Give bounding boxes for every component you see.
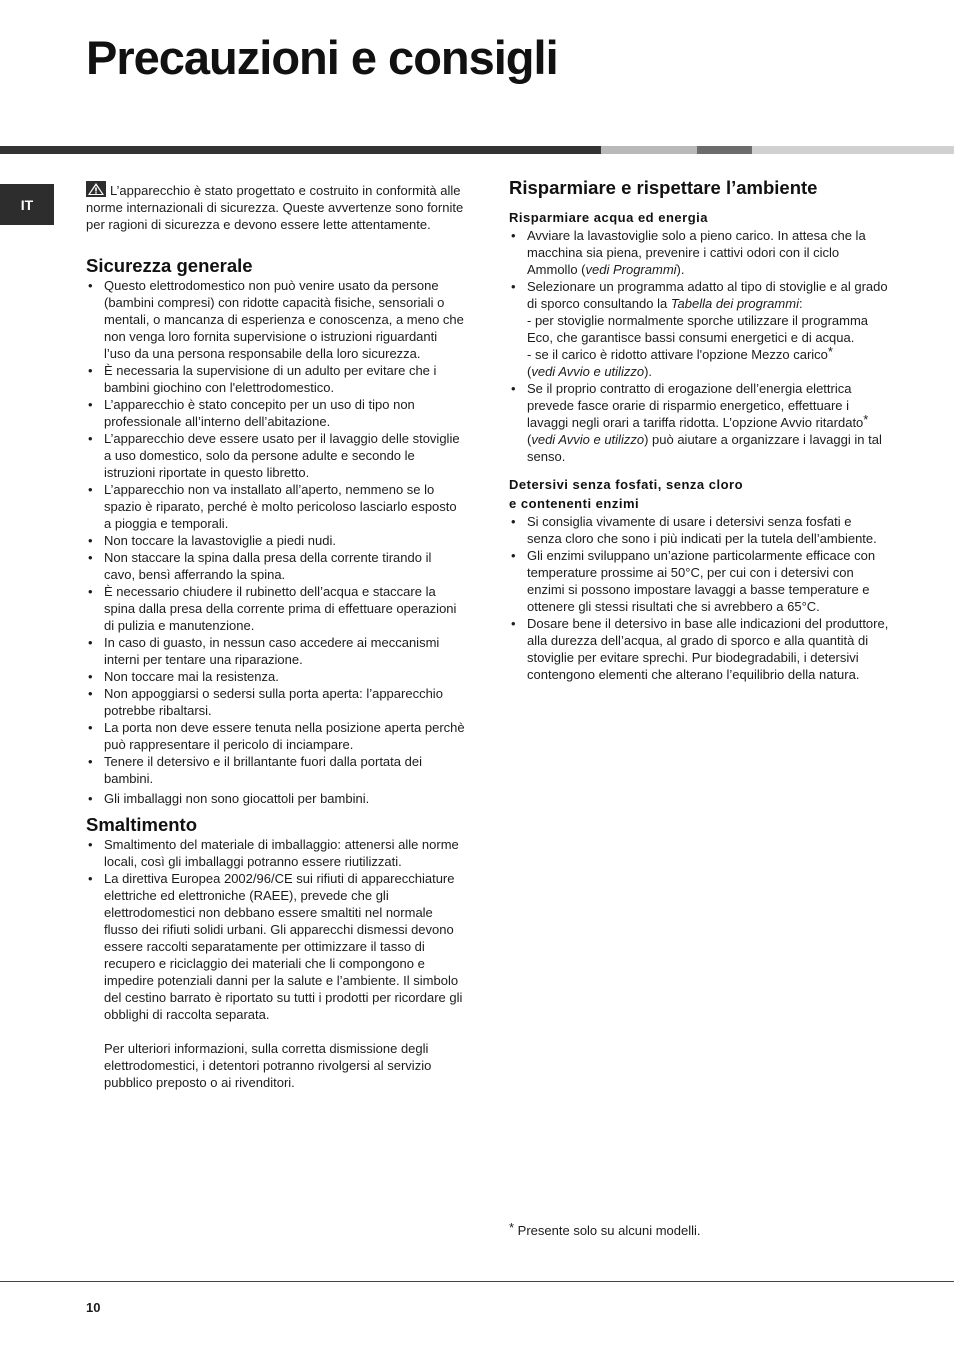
list-item: • L’apparecchio è stato concepito per un uso di tipo non professionale all’interno dell’abitazione.	[86, 396, 466, 430]
water-energy-list	[509, 227, 889, 465]
header-rule-mid	[697, 146, 752, 154]
warning-triangle-icon	[86, 181, 106, 197]
list-item: • Smaltimento del materiale di imballaggio: attenersi alle norme locali, così gli imballaggi potranno essere riutilizzati.	[86, 836, 466, 870]
cross-reference: vedi Programmi	[585, 262, 677, 277]
list-item: • Selezionare un programma adatto al tipo di stoviglie e al grado di sporco consultando la Tabella dei programmi: - per stoviglie normalmente sporche utilizzare il programma Eco, che garantisce bassi consumi energetici e di acqua. - se il carico è ridotto attivare l'opzione Mezzo carico* (vedi Avvio e utilizzo).	[509, 278, 889, 380]
disposal-list	[86, 836, 466, 1023]
list-item: • Gli imballaggi non sono giocattoli per bambini.	[86, 790, 466, 807]
intro-text: L’apparecchio è stato progettato e costruito in conformità alle norme internazionali di sicurezza. Queste avvertenze sono fornite per ragioni di sicurezza e devono essere lette attentamente.	[86, 183, 464, 232]
list-item: • La direttiva Europea 2002/96/CE sui rifiuti di apparecchiature elettriche ed elettroniche (RAEE), prevede che gli elettrodomestici non debbano essere smaltiti nel normale flusso dei rifiuti solidi urbani. Gli apparecchi dismessi devono essere raccolti separatamente per ottimizzare il tasso di recupero e riciclaggio dei materiali che li compongono e impedire potenziali danni per la salute e l’ambiente. Il simbolo del cestino barrato è riportato su tutti i prodotti per ricordare gli obblighi di raccolta separata.	[86, 870, 466, 1023]
right-column	[509, 177, 889, 683]
list-item: • Non toccare mai la resistenza.	[86, 668, 466, 685]
list-item: • È necessario chiudere il rubinetto dell’acqua e staccare la spina dalla presa della corrente prima di effettuare operazioni di pulizia e manutenzione.	[86, 583, 466, 634]
list-item: • Non appoggiarsi o sedersi sulla porta aperta: l’apparecchio potrebbe ribaltarsi.	[86, 685, 466, 719]
list-item: • L’apparecchio deve essere usato per il lavaggio delle stoviglie a uso domestico, solo da persone adulte e secondo le istruzioni riportate in questo libretto.	[86, 430, 466, 481]
list-item: • Questo elettrodomestico non può venire usato da persone (bambini compresi) con ridotte capacità fisiche, sensoriali o mentali, o mancanza di esperienza e conoscenza, a meno che non venga loro fornita supervisione o istruzioni riguardanti l’uso da una persona responsabile della loro sicurezza.	[86, 277, 466, 362]
list-item: • Avviare la lavastoviglie solo a pieno carico. In attesa che la macchina sia piena, prevenire i cattivi odori con il ciclo Ammollo (vedi Programmi).	[509, 227, 889, 278]
detergents-heading: Detersivi senza fosfati, senza cloro e contenenti enzimi	[509, 477, 744, 511]
safety-heading: Sicurezza generale	[86, 255, 253, 276]
list-item: • Non toccare la lavastoviglie a piedi nudi.	[86, 532, 466, 549]
list-item: • Tenere il detersivo e il brillantante fuori dalla portata dei bambini.	[86, 753, 466, 787]
cross-reference: vedi Avvio e utilizzo	[531, 432, 645, 447]
list-item: • Se il proprio contratto di erogazione dell’energia elettrica prevede fasce orarie di risparmio energetico, effettuare i lavaggi negli orari a tariffa ridotta. L’opzione Avvio ritardato* (vedi Avvio e utilizzo) può aiutare a organizzare i lavaggi in tal senso.	[509, 380, 889, 465]
list-subitem: - per stoviglie normalmente sporche utilizzare il programma Eco, che garantisce bassi consumi energetici e di acqua.	[527, 313, 869, 345]
disposal-heading: Smaltimento	[86, 814, 198, 835]
cross-reference: vedi Avvio e utilizzo	[531, 364, 645, 379]
list-item: • Si consiglia vivamente di usare i detersivi senza fosfati e senza cloro che sono i più indicati per la tutela dell’ambiente.	[509, 513, 889, 547]
list-item: • Gli enzimi sviluppano un’azione particolarmente efficace con temperature prossime ai 50°C, per cui con i detersivi con enzimi si possono impostare lavaggi a basse temperature e ottenere gli stessi risultati che si avrebbero a 65°C.	[509, 547, 889, 615]
header-rule-light-end	[752, 146, 954, 154]
language-tab: IT	[0, 184, 54, 225]
water-energy-heading: Risparmiare acqua ed energia	[509, 210, 708, 225]
footer-rule	[0, 1281, 954, 1282]
disposal-note: Per ulteriori informazioni, sulla corretta dismissione degli elettrodomestici, i detentori potranno rivolgersi al servizio pubblico preposto o ai rivenditori.	[104, 1041, 432, 1090]
page-number: 10	[86, 1300, 101, 1315]
footnote-marker: *	[863, 412, 869, 427]
page-title: Precauzioni e consigli	[86, 31, 558, 84]
list-item: • Dosare bene il detersivo in base alle indicazioni del produttore, alla durezza dell’acqua, al grado di sporco e alla quantità di stoviglie per evitare sprechi. Pur biodegradabili, i detersivi contengono elementi che alterano l’equilibrio della natura.	[509, 615, 889, 683]
footnote: * Presente solo su alcuni modelli.	[509, 1220, 701, 1238]
list-subitem: - se il carico è ridotto attivare l'opzione Mezzo carico* (vedi Avvio e utilizzo).	[527, 344, 833, 379]
cross-reference: Tabella dei programmi	[670, 296, 799, 311]
list-item: • L’apparecchio non va installato all’aperto, nemmeno se lo spazio è riparato, perché è molto pericoloso lasciarlo esposto a pioggia e temporali.	[86, 481, 466, 532]
footnote-marker: *	[827, 344, 833, 359]
environment-heading: Risparmiare e rispettare l’ambiente	[509, 177, 818, 198]
header-rule-dark	[0, 146, 601, 154]
header-rule-light	[601, 146, 697, 154]
list-item: • Non staccare la spina dalla presa della corrente tirando il cavo, bensì afferrando la spina.	[86, 549, 466, 583]
detergents-list	[509, 513, 889, 683]
footnote-marker: *	[509, 1220, 515, 1235]
intro-paragraph	[86, 181, 466, 233]
list-item: • La porta non deve essere tenuta nella posizione aperta perchè può rappresentare il pericolo di inciampare.	[86, 719, 466, 753]
list-item: • È necessaria la supervisione di un adulto per evitare che i bambini giochino con l'elettrodomestico.	[86, 362, 466, 396]
list-item: • In caso di guasto, in nessun caso accedere ai meccanismi interni per tentare una riparazione.	[86, 634, 466, 668]
left-column	[86, 181, 466, 1091]
safety-list	[86, 277, 466, 807]
